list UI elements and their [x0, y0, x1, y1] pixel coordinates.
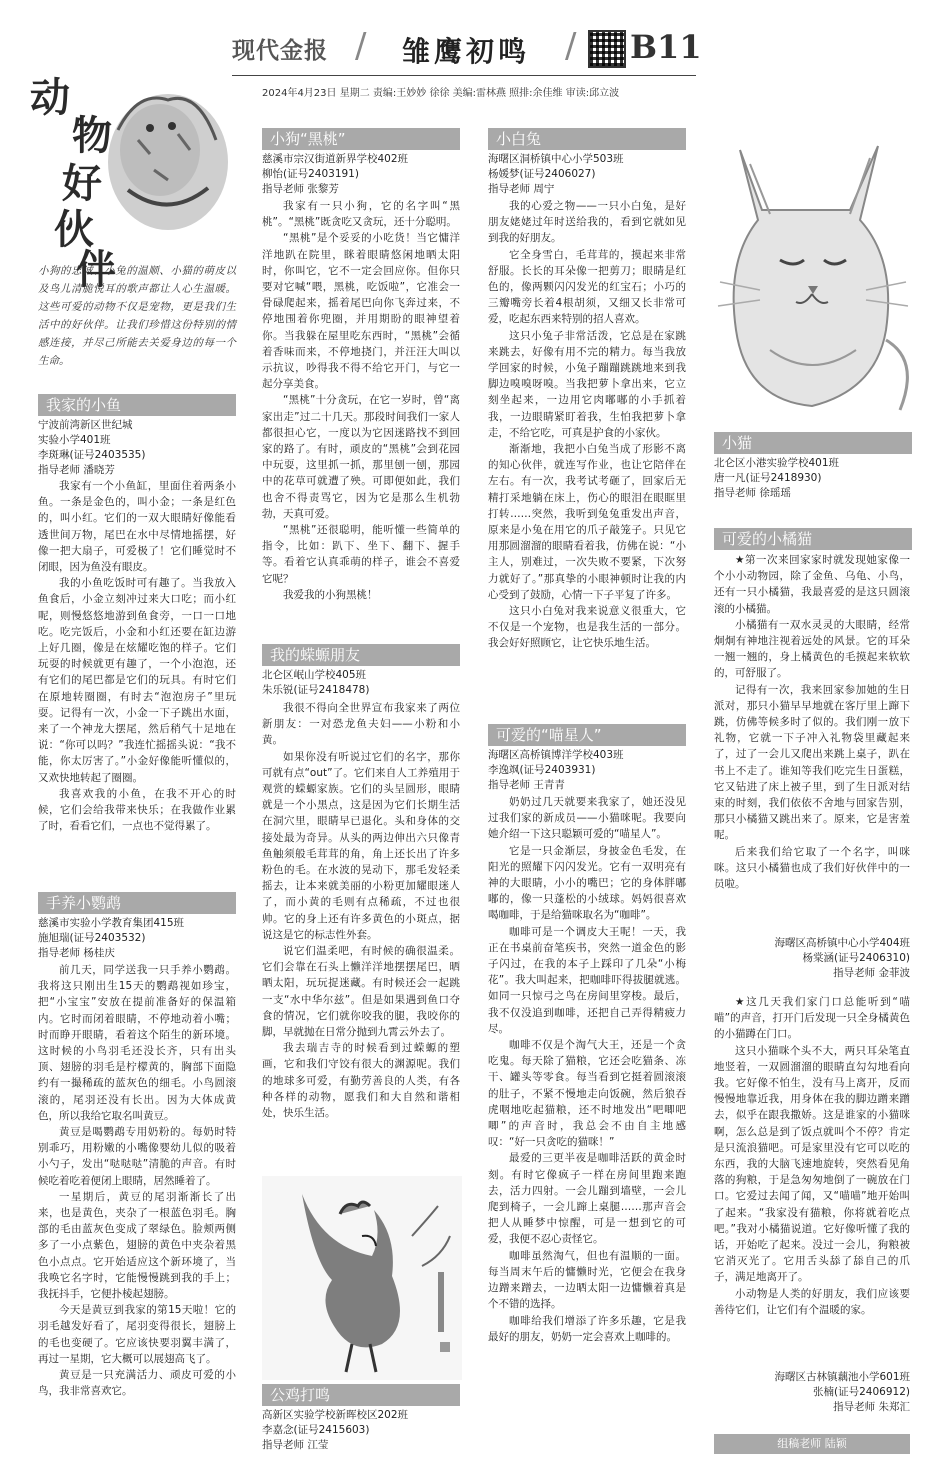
school: 北仑区岷山学校405班 — [262, 669, 367, 681]
paragraph: “黑桃”还很聪明，能听懂一些简单的指令，比如：趴下、坐下、翻下、握手等。看着它认真乖萌的样子，谁会不喜爱它呢？ — [262, 524, 460, 585]
article-body-parrot — [38, 962, 236, 1462]
author: 李斑琳(证号2403535) — [38, 449, 146, 461]
article-title-rabbit: 小白兔 — [488, 128, 686, 150]
paragraph: 我爱我的小狗黑桃！ — [283, 588, 378, 601]
intro-text: 小狗的忠诚、小兔的温顺、小猫的萌皮以及鸟儿清脆悦耳的歌声都让人心生温暖。这些可爱的动物不仅是宠物，更是我们生活中的好伙伴。让我们珍惜这份特别的情感连接，并尽己所能去关爱身边的每一个生命。 — [38, 265, 236, 367]
paragraph: 咖啡不仅是个淘气大王，还是一个贪吃鬼。每天除了猫粮，它还会吃猫条、冻干、罐头等零食。每当看到它挺着圆滚滚的肚子，不紧不慢地走向饭碗，然后狼吞虎咽地吃起猫粮，还不时地发出“吧唧吧唧”的声音时，我总会不由自主地感叹：“好一只贪吃的猫咪！” — [488, 1039, 686, 1149]
author: 杨媛梦(证号2406027) — [488, 168, 596, 180]
teacher: 指导老师 金菲波 — [833, 967, 910, 979]
column-name: 雏鹰初鸣 — [402, 35, 531, 68]
teacher: 指导老师 周宁 — [488, 183, 555, 195]
byline-dog — [262, 152, 460, 197]
article-title-fish: 我家的小鱼 — [38, 394, 236, 416]
paragraph: 我很不得向全世界宣布我家来了两位新朋友：一对恐龙鱼夫妇——小粉和小黄。 — [262, 702, 460, 747]
paragraph: 后来我们给它取了一个名字，叫咪咪。这只小橘猫也成了我们好伙伴中的一员啦。 — [714, 845, 910, 891]
paragraph: 我去瑞吉寺的时候看到过蝾螈的塑画，它和我们守饺有很大的渊源呢。我们的地球多可爱，有勤劳善良的人类，有各种各样的动物，愿我们和大自然和谐相处，快乐生活。 — [262, 1042, 460, 1120]
paragraph: 我喜欢我的小鱼，在我不开心的时候，它们会给我带来快乐；在我做作业累了时，看看它们，一点也不觉得累了。 — [38, 787, 236, 833]
school: 宁波前湾新区世纪城 — [38, 419, 133, 431]
byline-lizard — [262, 668, 460, 698]
byline-kitten — [714, 456, 914, 501]
paragraph: 小橘猫有一双水灵灵的大眼睛，经常炯炯有神地注视着远处的风景。它的耳朵一翘一翘的，身上橘黄色的毛摸起来软软的，可舒服了。 — [714, 618, 910, 680]
paragraph: 黄豆是喝鹦鹉专用奶粉的。每奶时特别乖巧，用粉嫩的小嘴像婴幼儿似的吸着小勺子，发出“哒哒哒”清脆的声音。有时候吃着吃着便闭上眼睛，居然睡着了。 — [38, 1126, 236, 1187]
article-body-fish — [38, 478, 236, 886]
author: 唐一凡(证号2418930) — [714, 472, 822, 484]
title-char: 伴 — [76, 246, 116, 293]
article-title-dog: 小狗“黑桃” — [262, 128, 460, 150]
byline-fish — [38, 418, 236, 478]
article-title-orange-cat: 可爱的小橘猫 — [714, 528, 912, 550]
paragraph: 我的心爱之物——一只小白兔，是好朋友姥姥过年时送给我的，看到它就如见到我的好朋友。 — [488, 200, 686, 245]
article-title-parrot: 手养小鹦鹉 — [38, 892, 236, 914]
author: 杨棠涵(证号2406310) — [802, 952, 910, 964]
school: 海曙区高桥镇博洋学校403班 — [488, 749, 624, 761]
paragraph: 我家有一个小鱼缸，里面住着两条小鱼。一条是金色的，叫小金；一条是红色的，叫小红。它们的一双大眼睛好像能看透世间万物，尾巴在水中尽情地摇摆，好像一把大扇子，可爱极了！它们睡觉时不闭眼，因为鱼没有眼皮。 — [38, 480, 236, 574]
author: 李嘉念(证号2415603) — [262, 1424, 370, 1436]
article-body-rabbit — [488, 198, 686, 716]
paragraph: “黑桃”是个妥妥的小吃货！当它慵洋洋地趴在院里，眯着眼睛悠闲地晒太阳时，你叫它，它不一定会回应你。但你只要对它喊“喂，黑桃，吃饭啦”，它准会一骨碌爬起来，摇着尾巴向你飞奔过来，不停地围着你兜圈，并用期盼的眼神望着你。当我躲在屋里吃东西时，“黑桃”会循着香味而来，不停地挠门，并汪汪大叫以示抗议，吵得我不得不给它开门，与它一起分享美食。 — [262, 232, 460, 391]
teacher: 指导老师 张黎芳 — [262, 183, 339, 195]
author: 李逸飒(证号2403931) — [488, 764, 596, 776]
author: 柳怡(证号2403191) — [262, 168, 359, 180]
kitten-illustration — [700, 110, 922, 426]
paragraph: 最爱的三更半夜是咖啡活跃的黄金时刻。有时它像疯子一样在房间里跑来跑去，活力四射。一会儿蹦到墙壁，一会儿爬到椅子，一会儿蹿上桌腿……那声音会把人从睡梦中惊醒，可是一想到它的可爱，我便不忍心责怪它。 — [488, 1152, 686, 1246]
paragraph: 奶奶过几天就要来我家了，她还没见过我们家的新成员——小猫咪呢。我要向她介绍一下这只聪颖可爱的“喵星人”。 — [488, 796, 686, 841]
byline-cat-star — [488, 748, 686, 793]
paragraph: 咖啡虽然淘气，但也有温顺的一面。每当周末午后的慵懒时光，它便会在我身边蹭来蹭去，一边晒太阳一边慵懒着真是个不错的选择。 — [488, 1249, 686, 1311]
author: 朱乐锐(证号2418478) — [262, 684, 370, 696]
title-char: 好 — [62, 160, 102, 207]
paragraph: “黑桃”十分贪玩，在它一岁时，曾“离家出走”过二十几天。那段时间我们一家人都很担心它，一度以为它因迷路找不到回家的路了。有时，顽皮的“黑桃”会到花园中玩耍，这里抓一抓，那里刨一刨，那园中的花草可就遭了殃。可即便如此，我们也舍不得责骂它，因为它是那么生机勃勃，天真可爱。 — [262, 394, 460, 520]
paragraph: 它全身雪白，毛茸茸的，摸起来非常舒服。长长的耳朵像一把剪刀；眼睛是红色的，像两颗闪闪发光的红宝石；小巧的三瓣嘴旁长着4根胡须，又细又长非常可爱，吃起东西来特别的招人喜欢。 — [488, 248, 686, 326]
paragraph: 黄豆是一只充满活力、顽皮可爱的小鸟，我非常喜欢它。 — [38, 1369, 236, 1398]
teacher: 指导老师 杨桂庆 — [38, 947, 115, 959]
author: 张楠(证号2406912) — [813, 1386, 910, 1398]
paragraph: 咖啡可是一个调皮大王呢！一天，我正在书桌前奋笔疾书，突然一道金色的影子闪过，在我的本子上踩印了几朵“小梅花”。我大叫起来，把咖啡吓得拔腿就逃。如同一只惊弓之鸟在房间里穿梭。最后，我不仅没追到咖啡，还把自己弄得精疲力尽。 — [488, 925, 686, 1035]
title-char: 动 — [30, 74, 70, 121]
school: 北仑区小港实验学校401班 — [714, 457, 840, 469]
teacher: 指导老师 江莹 — [262, 1439, 329, 1451]
header-divider-1: / — [355, 26, 367, 66]
rooster-painting — [262, 1176, 462, 1380]
article-body-orange-cat-a — [714, 552, 910, 932]
paragraph: 如果你没有听说过它们的名字，那你可就有点“out”了。它们来自人工养殖用于观赏的蝾螈家族。它们的头呈圆形，眼睛就是一个小黑点，这是因为它们长期生活在洞穴里，眼睛早已退化。头和身体的交接处最为奇异。从头的两边伸出六只像青鱼触须般毛茸茸的角，角上还长出了许多粉色的毛。在水波的晃动下，那毛发轻柔摇去，让本来就美丽的小粉更加耀眼迷人了，而小黄的毛则有点稀疏，不过也很帅。它的身上还有许多黄色的小斑点，据说这是它的标志性外套。 — [262, 750, 460, 941]
signature-orange-cat-b — [714, 1370, 910, 1415]
title-char: 伙 — [54, 206, 94, 253]
paragraph: ★这几天我们家门口总能听到“喵喵”的声音，打开门后发现一只全身橘黄色的小猫蹲在门口。 — [714, 996, 910, 1041]
paragraph: 渐渐地，我把小白兔当成了形影不离的知心伙伴，就连写作业，也让它陪伴在左右。有一次，我考试考砸了，回家后无精打采地躺在床上，伤心的眼泪在眼眶里打转……突然，我听到兔兔重发出声音，原来是小兔在用它的爪子敲笼子。只见它用那圆溜溜的眼睛看着我，仿佛在说：“小主人，别难过，一次失败不要紧，下次努力就好了。”那真挚的小眼神顿时让我的内心受到了鼓励，心情一下子平复了许多。 — [488, 443, 686, 601]
class: 实验小学401班 — [38, 434, 111, 446]
paragraph: 今天是黄豆到我家的第15天啦！它的羽毛越发好看了，尾羽变得很长，翅膀上的毛也变硬了。它应该快要羽翼丰满了，再过一星期，它大概可以展翅高飞了。 — [38, 1304, 236, 1365]
paragraph: 它是一只金渐层，身披金色毛发，在阳光的照耀下闪闪发光。它有一双明亮有神的大眼睛，小小的嘴巴；它的身体胖嘟嘟的，像一只蓬松的小绒球。妈妈很喜欢喝咖啡，于是给猫咪取名为“咖啡”。 — [488, 844, 686, 922]
page-number: B11 — [630, 28, 702, 66]
teacher: 指导老师 潘晓芳 — [38, 464, 115, 476]
signature-orange-cat-a — [714, 936, 910, 981]
paragraph: 我家有一只小狗，它的名字叫“黑桃”。“黑桃”既贪吃又贪玩，还十分聪明。 — [262, 200, 460, 229]
school: 海曙区高桥镇中心小学404班 — [774, 937, 910, 949]
article-title-rooster: 公鸡打鸣 — [262, 1384, 460, 1406]
paragraph: ★第一次来回家家时就发现她家像一个小小动物园，除了金鱼、乌龟、小鸟，还有一只小橘猫，我最喜爱的是这只圆滚滚的小橘猫。 — [714, 554, 910, 615]
article-title-cat-star: 可爱的“喵星人” — [488, 724, 686, 746]
article-title-kitten: 小猫 — [714, 432, 912, 454]
paragraph: 我的小鱼吃饭时可有趣了。当我放入鱼食后，小金立刻冲过来大口吃；而小红呢，则慢悠悠地游到鱼食旁，一口一口地吃。吃完饭后，小金和小红还要在缸边游上好几圈，像是在炫耀吃饱的样子。它们玩耍的时候就更有趣了，一个小泡泡，还有它们的尾巴都是它们的玩具。有时它们在原地转圈圈，有时去“泡泡房子”里玩耍。记得有一次，小金一下子跳出水面，来了一个神龙大摆尾，然后稍气十足地在说：“你可以吗？”我连忙摇摇头说：“我不能，你太厉害了。”小金好像能听懂似的，又欢快地转起了圈圈。 — [38, 577, 236, 784]
masthead-name: 现代金报 — [232, 37, 328, 64]
paragraph: 说它们温柔吧，有时候的确很温柔。它们会靠在石头上懒洋洋地摆摆尾巴，晒晒太阳，玩玩捉迷藏。有时候还会一起跳一支“水中华尔兹”。但是如果遇到鱼口夺食的情况，它们就你咬我的腿，我咬你的脚，早就抛在日常分抛到九霄云外去了。 — [262, 945, 460, 1039]
school: 海曙区古林镇藕池小学601班 — [774, 1371, 910, 1383]
editor-credit: 组稿老师 陆颖 — [714, 1434, 910, 1454]
teacher: 指导老师 王青青 — [488, 779, 565, 791]
cat-illustration — [98, 70, 238, 240]
teacher: 指导老师 朱郑汇 — [833, 1401, 910, 1413]
byline-rabbit — [488, 152, 686, 197]
article-body-orange-cat-b — [714, 994, 910, 1356]
qr-code-icon — [588, 30, 626, 68]
byline-parrot — [38, 916, 236, 961]
paragraph: 这只小白兔对我来说意义很重大，它不仅是一个宠物，也是我生活的一部分。我会好好照顾它，让它快乐地生活。 — [488, 605, 686, 650]
header-rule — [232, 75, 696, 76]
article-body-dog — [262, 198, 460, 638]
title-char: 物 — [72, 112, 112, 159]
school: 慈溪市宗汉街道新界学校402班 — [262, 153, 409, 165]
article-body-lizard — [262, 700, 460, 1164]
author: 施旭瑞(证号2403532) — [38, 932, 146, 944]
header-divider-2: / — [565, 26, 577, 66]
paragraph: 前几天，同学送我一只手养小鹦鹉。我将这只刚出生15天的鹦鹉视如珍宝，把“小宝宝”安放在提前准备好的保温箱内。它时而闭着眼睛，不停地动着小嘴；时而睁开眼睛，看着这个陌生的新环境。这时候的小鸟羽毛还没长齐，只有出头顶、翅膀的羽毛是柠檬黄的，胸部下面隐约有一撮稀疏的蓝灰色的细毛。小鸟圆滚滚的，尾羽还没有长出。因为大体成黄色，所以我给它取名叫黄豆。 — [38, 964, 236, 1122]
teacher: 指导老师 徐瑶瑶 — [714, 487, 791, 499]
school: 慈溪市实验小学教育集团415班 — [38, 917, 185, 929]
paragraph: 一星期后，黄豆的尾羽渐渐长了出来，也是黄色，夹杂了一根蓝色羽毛。胸部的毛由蓝灰色变成了翠绿色。脸颊两侧多了一小点紫色，翅膀的黄色中夹杂着黑色小点点。它开始适应这个新环境了，当我唤它名字时，它能慢慢跳到我的手上；我抚抖手，它便扑棱起翅膀。 — [38, 1190, 236, 1301]
paragraph: 这只小兔子非常活泼，它总是在家跳来跳去，好像有用不完的精力。每当我放学回家的时候，小兔子蹦蹦跳跳地来到我脚边嗅嗅呀嗅。当我把萝卜拿出来，它立刻坐起来，一边用它肉嘟嘟的小手抓着我，一边眼睛紧盯着我，生怕我把萝卜拿走，不给它吃，可真是护食的小家伙。 — [488, 329, 686, 439]
rooster-icon — [262, 1176, 462, 1380]
meta-bar: 2024年4月23日 星期二 责编:王妙妙 徐徐 美编:雷林燕 照排:余佳维 审读:邱立波 — [262, 88, 620, 99]
paragraph: 记得有一次，我来回家参加她的生日派对，那只小猫早早地就在客厅里上蹿下跳，仿佛等候多时了似的。我们刚一放下礼物，它就一下子冲入礼物袋里藏起来了，过了一会儿又爬出来跳上桌子，趴在书上不走了。谁知等我们吃完生日蛋糕，它又钻进了床上被子里，到了生日派对结束的时刻，我们依依不舍地与回家告别，那只小橘猫又跳出来了。原来，它是害羞呢。 — [714, 683, 910, 842]
byline-rooster — [262, 1408, 460, 1453]
paragraph: 这只小猫咪个头不大，两只耳朵笔直地竖着，一双圆溜溜的眼睛直勾勾地看向我。它好像不怕生，没有马上离开，反而慢慢地靠近我，用身体在我的脚边蹭来蹭去，似乎在跟我撒娇。这是谁家的小猫咪啊，怎么总是到了饭点就叫个不停？肯定是只流浪猫吧。可是家里没有它可以吃的东西，我的大脑飞速地旋转，突然看见角落的狗粮，于是急匆匆地倒了一碗放在门口。它爱过去闻了闻，又“喵喵”地开始叫了起来。“我家没有猫粮，你将就着吃点吧。”我对小橘猫说道。它好像听懂了我的话，开始吃了起来。没过一会儿，狗粮被它消灭光了。它用舌头舔了舔自己的爪子，满足地离开了。 — [714, 1044, 910, 1284]
paragraph: 小动物是人类的好朋友，我们应该要善待它们，让它们有个温暖的家。 — [714, 1287, 910, 1316]
article-title-lizard: 我的蝾螈朋友 — [262, 644, 460, 666]
school: 高新区实验学校新晖校区202班 — [262, 1409, 409, 1421]
paragraph: 咖啡给我们增添了许多乐趣，它是我最好的朋友，奶奶一定会喜欢上咖啡的。 — [488, 1314, 686, 1343]
school: 海曙区洞桥镇中心小学503班 — [488, 153, 624, 165]
article-body-cat-star — [488, 794, 686, 1458]
